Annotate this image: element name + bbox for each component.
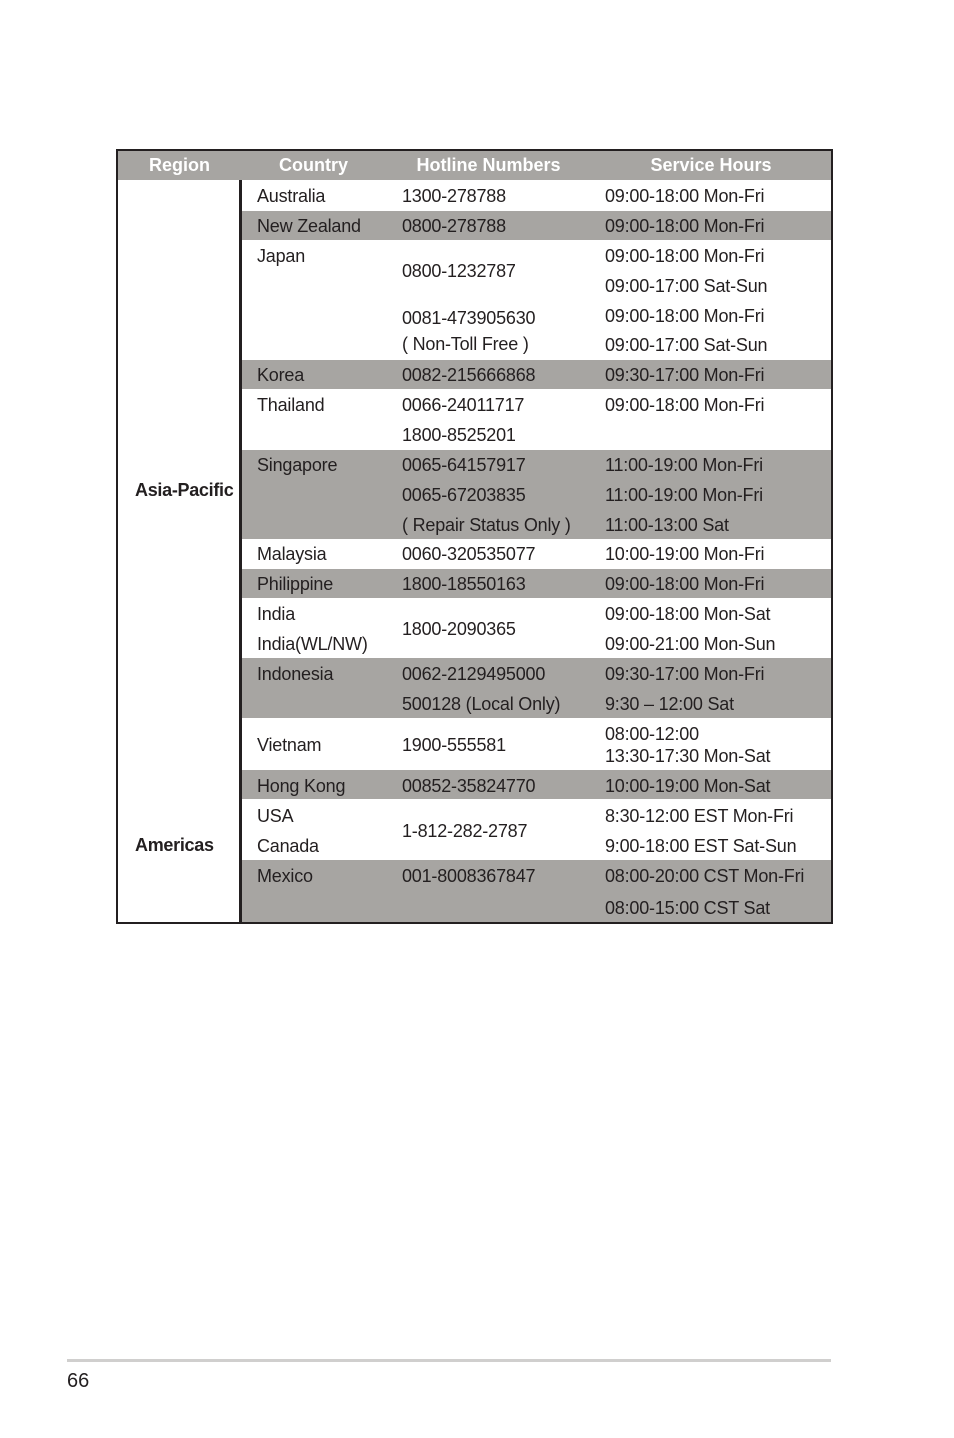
hours-japan-1a: 09:00-18:00 Mon-Fri (605, 246, 765, 266)
hotline-singapore-3: ( Repair Status Only ) (402, 515, 571, 535)
hours-india-1: 09:00-18:00 Mon-Sat (605, 604, 771, 624)
hotline-hong-kong: 00852-35824770 (402, 776, 536, 796)
country-india-wl-nw: India(WL/NW) (257, 634, 368, 654)
hours-indonesia-1: 09:30-17:00 Mon-Fri (605, 664, 765, 684)
country-vietnam: Vietnam (257, 735, 322, 755)
hours-korea: 09:30-17:00 Mon-Fri (605, 365, 765, 385)
hotline-india: 1800-2090365 (402, 619, 516, 639)
country-new-zealand: New Zealand (257, 216, 361, 236)
hours-usa-canada-1: 8:30-12:00 EST Mon-Fri (605, 806, 794, 826)
hotline-mexico: 001-8008367847 (402, 866, 536, 886)
hours-japan-2b: 09:00-17:00 Sat-Sun (605, 335, 768, 355)
support-hotline-table (116, 149, 833, 924)
hours-india-2: 09:00-21:00 Mon-Sun (605, 634, 776, 654)
hours-philippine: 09:00-18:00 Mon-Fri (605, 574, 765, 594)
hotline-japan-toll-free: 0800-1232787 (402, 261, 516, 281)
hours-mexico-2: 08:00-15:00 CST Sat (605, 898, 770, 918)
region-americas: Americas (135, 835, 214, 855)
hotline-singapore-1: 0065-64157917 (402, 455, 526, 475)
hotline-thailand-1: 0066-24011717 (402, 395, 525, 415)
hours-vietnam-2: 13:30-17:30 Mon-Sat (605, 746, 771, 766)
country-philippine: Philippine (257, 574, 334, 594)
country-australia: Australia (257, 186, 326, 206)
header-country: Country (279, 155, 348, 175)
hotline-australia: 1300-278788 (402, 186, 506, 206)
country-hong-kong: Hong Kong (257, 776, 346, 796)
hotline-thailand-2: 1800-8525201 (402, 425, 516, 445)
hotline-japan-note: ( Non-Toll Free ) (402, 334, 529, 354)
hours-usa-canada-2: 9:00-18:00 EST Sat-Sun (605, 836, 797, 856)
hours-hong-kong: 10:00-19:00 Mon-Sat (605, 776, 771, 796)
country-malaysia: Malaysia (257, 544, 327, 564)
hours-japan-2a: 09:00-18:00 Mon-Fri (605, 306, 765, 326)
hotline-malaysia: 0060-320535077 (402, 544, 536, 564)
header-hours: Service Hours (650, 155, 772, 175)
table-header (118, 151, 831, 181)
country-indonesia: Indonesia (257, 664, 334, 684)
header-hotline: Hotline Numbers (416, 155, 561, 175)
country-thailand: Thailand (257, 395, 325, 415)
country-japan: Japan (257, 246, 306, 266)
hotline-korea: 0082-215666868 (402, 365, 536, 385)
country-korea: Korea (257, 365, 305, 385)
hours-australia: 09:00-18:00 Mon-Fri (605, 186, 765, 206)
hotline-japan-non-toll: 0081-473905630 (402, 308, 536, 328)
hotline-vietnam: 1900-555581 (402, 735, 506, 755)
hours-indonesia-2: 9:30 – 12:00 Sat (605, 694, 734, 714)
footer-rule (67, 1359, 831, 1362)
page-number: 66 (67, 1370, 90, 1392)
hotline-singapore-2: 0065-67203835 (402, 485, 526, 505)
country-mexico: Mexico (257, 866, 313, 886)
hours-malaysia: 10:00-19:00 Mon-Fri (605, 544, 765, 564)
header-region: Region (149, 155, 210, 175)
hours-vietnam-1: 08:00-12:00 (605, 724, 699, 744)
hotline-philippine: 1800-18550163 (402, 574, 526, 594)
hours-singapore-3: 11:00-13:00 Sat (605, 515, 729, 535)
hours-mexico-1: 08:00-20:00 CST Mon-Fri (605, 866, 805, 886)
country-india: India (257, 604, 296, 624)
hours-thailand: 09:00-18:00 Mon-Fri (605, 395, 765, 415)
region-divider (239, 180, 242, 922)
hours-singapore-1: 11:00-19:00 Mon-Fri (605, 455, 763, 475)
hotline-indonesia-1: 0062-2129495000 (402, 664, 546, 684)
hotline-indonesia-2: 500128 (Local Only) (402, 694, 561, 714)
hotline-usa-canada: 1-812-282-2787 (402, 821, 528, 841)
hours-singapore-2: 11:00-19:00 Mon-Fri (605, 485, 763, 505)
country-canada: Canada (257, 836, 319, 856)
hours-new-zealand: 09:00-18:00 Mon-Fri (605, 216, 765, 236)
hotline-new-zealand: 0800-278788 (402, 216, 506, 236)
country-usa: USA (257, 806, 294, 826)
region-asia-pacific: Asia-Pacific (135, 480, 234, 500)
country-singapore: Singapore (257, 455, 338, 475)
hours-japan-1b: 09:00-17:00 Sat-Sun (605, 276, 768, 296)
